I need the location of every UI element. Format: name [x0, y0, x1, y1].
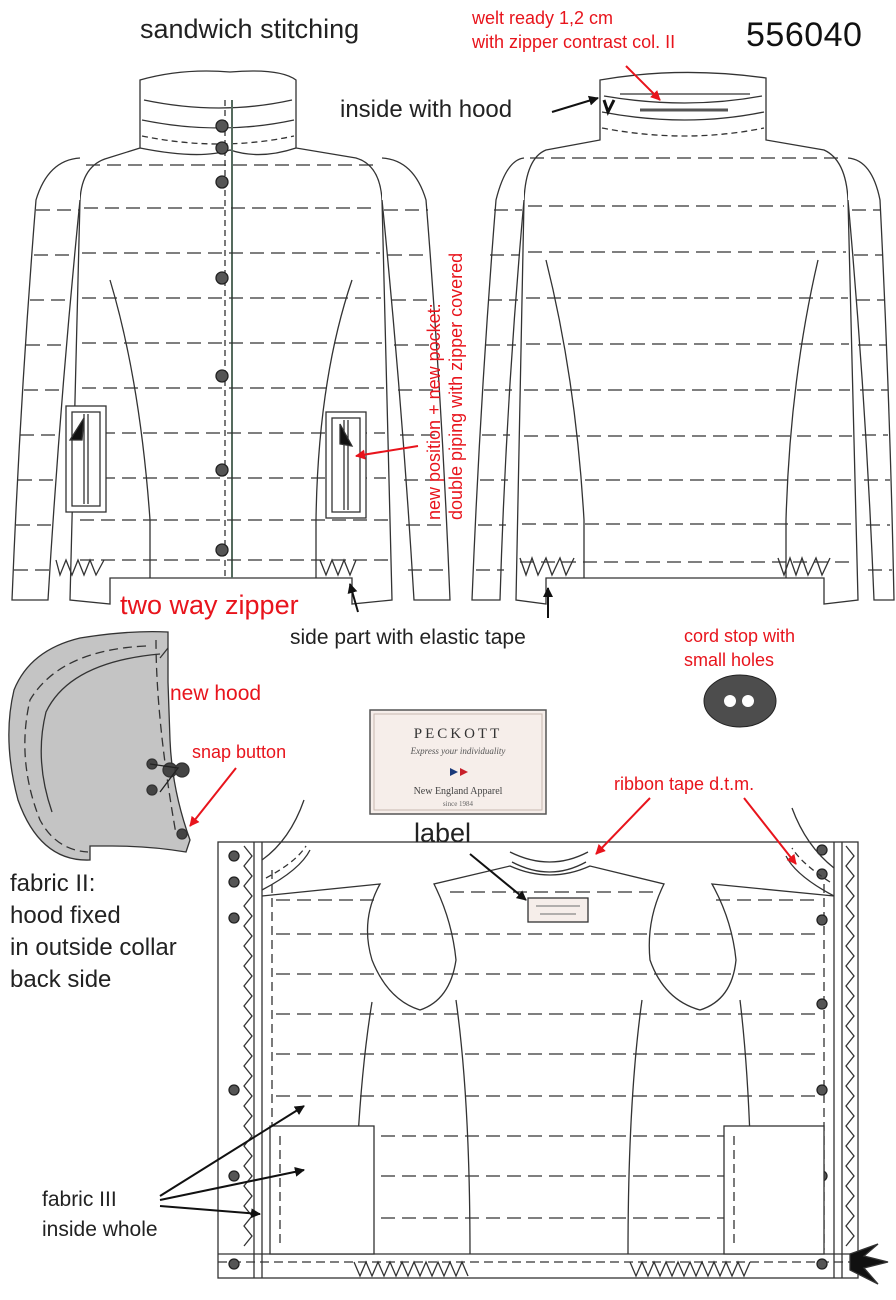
cord-stop-drawing: [704, 675, 776, 727]
pocket-note: [424, 253, 467, 520]
pocket-note-line1: new position + new pocket:: [424, 303, 444, 520]
style-number: 556040: [746, 16, 863, 54]
side-part-label: side part with elastic tape: [290, 626, 526, 649]
inside-with-hood-label: inside with hood: [340, 96, 513, 123]
brand-company: New England Apparel: [413, 786, 503, 797]
brand-tagline: Express your individuality: [410, 746, 506, 756]
fabric2-line2: hood fixed: [10, 902, 121, 929]
snap-button-arrow: [190, 768, 236, 826]
hood-drawing: [9, 632, 190, 860]
cord-stop-line1: cord stop with: [684, 626, 796, 646]
welt-note-line2: with zipper contrast col. II: [472, 32, 676, 52]
front-jacket: [12, 71, 450, 604]
welt-note-line1: welt ready 1,2 cm: [472, 8, 614, 28]
brand-name: PECKOTT: [413, 726, 503, 742]
inside-hood-arrow: [552, 98, 598, 112]
pocket-note-line2: double piping with zipper covered: [445, 252, 466, 520]
snap-button-label: snap button: [192, 742, 287, 762]
brand-since: since 1984: [442, 800, 474, 808]
fabric3-line1: fabric III: [42, 1188, 117, 1211]
inside-view-drawing: [218, 800, 888, 1284]
fabric2-line3: in outside collar: [10, 934, 177, 961]
new-hood-label: new hood: [170, 682, 262, 705]
label-label: label: [414, 818, 472, 848]
fabric2-line1: fabric II:: [10, 870, 96, 897]
sandwich-stitching-label: sandwich stitching: [140, 14, 360, 44]
fabric2-line4: back side: [10, 966, 112, 993]
fabric3-line2: inside whole: [42, 1218, 158, 1241]
back-jacket: [472, 72, 894, 604]
ribbon-tape-label: ribbon tape d.t.m.: [614, 774, 755, 794]
cord-stop-line2: small holes: [684, 650, 775, 670]
two-way-zipper-label: two way zipper: [120, 590, 299, 620]
